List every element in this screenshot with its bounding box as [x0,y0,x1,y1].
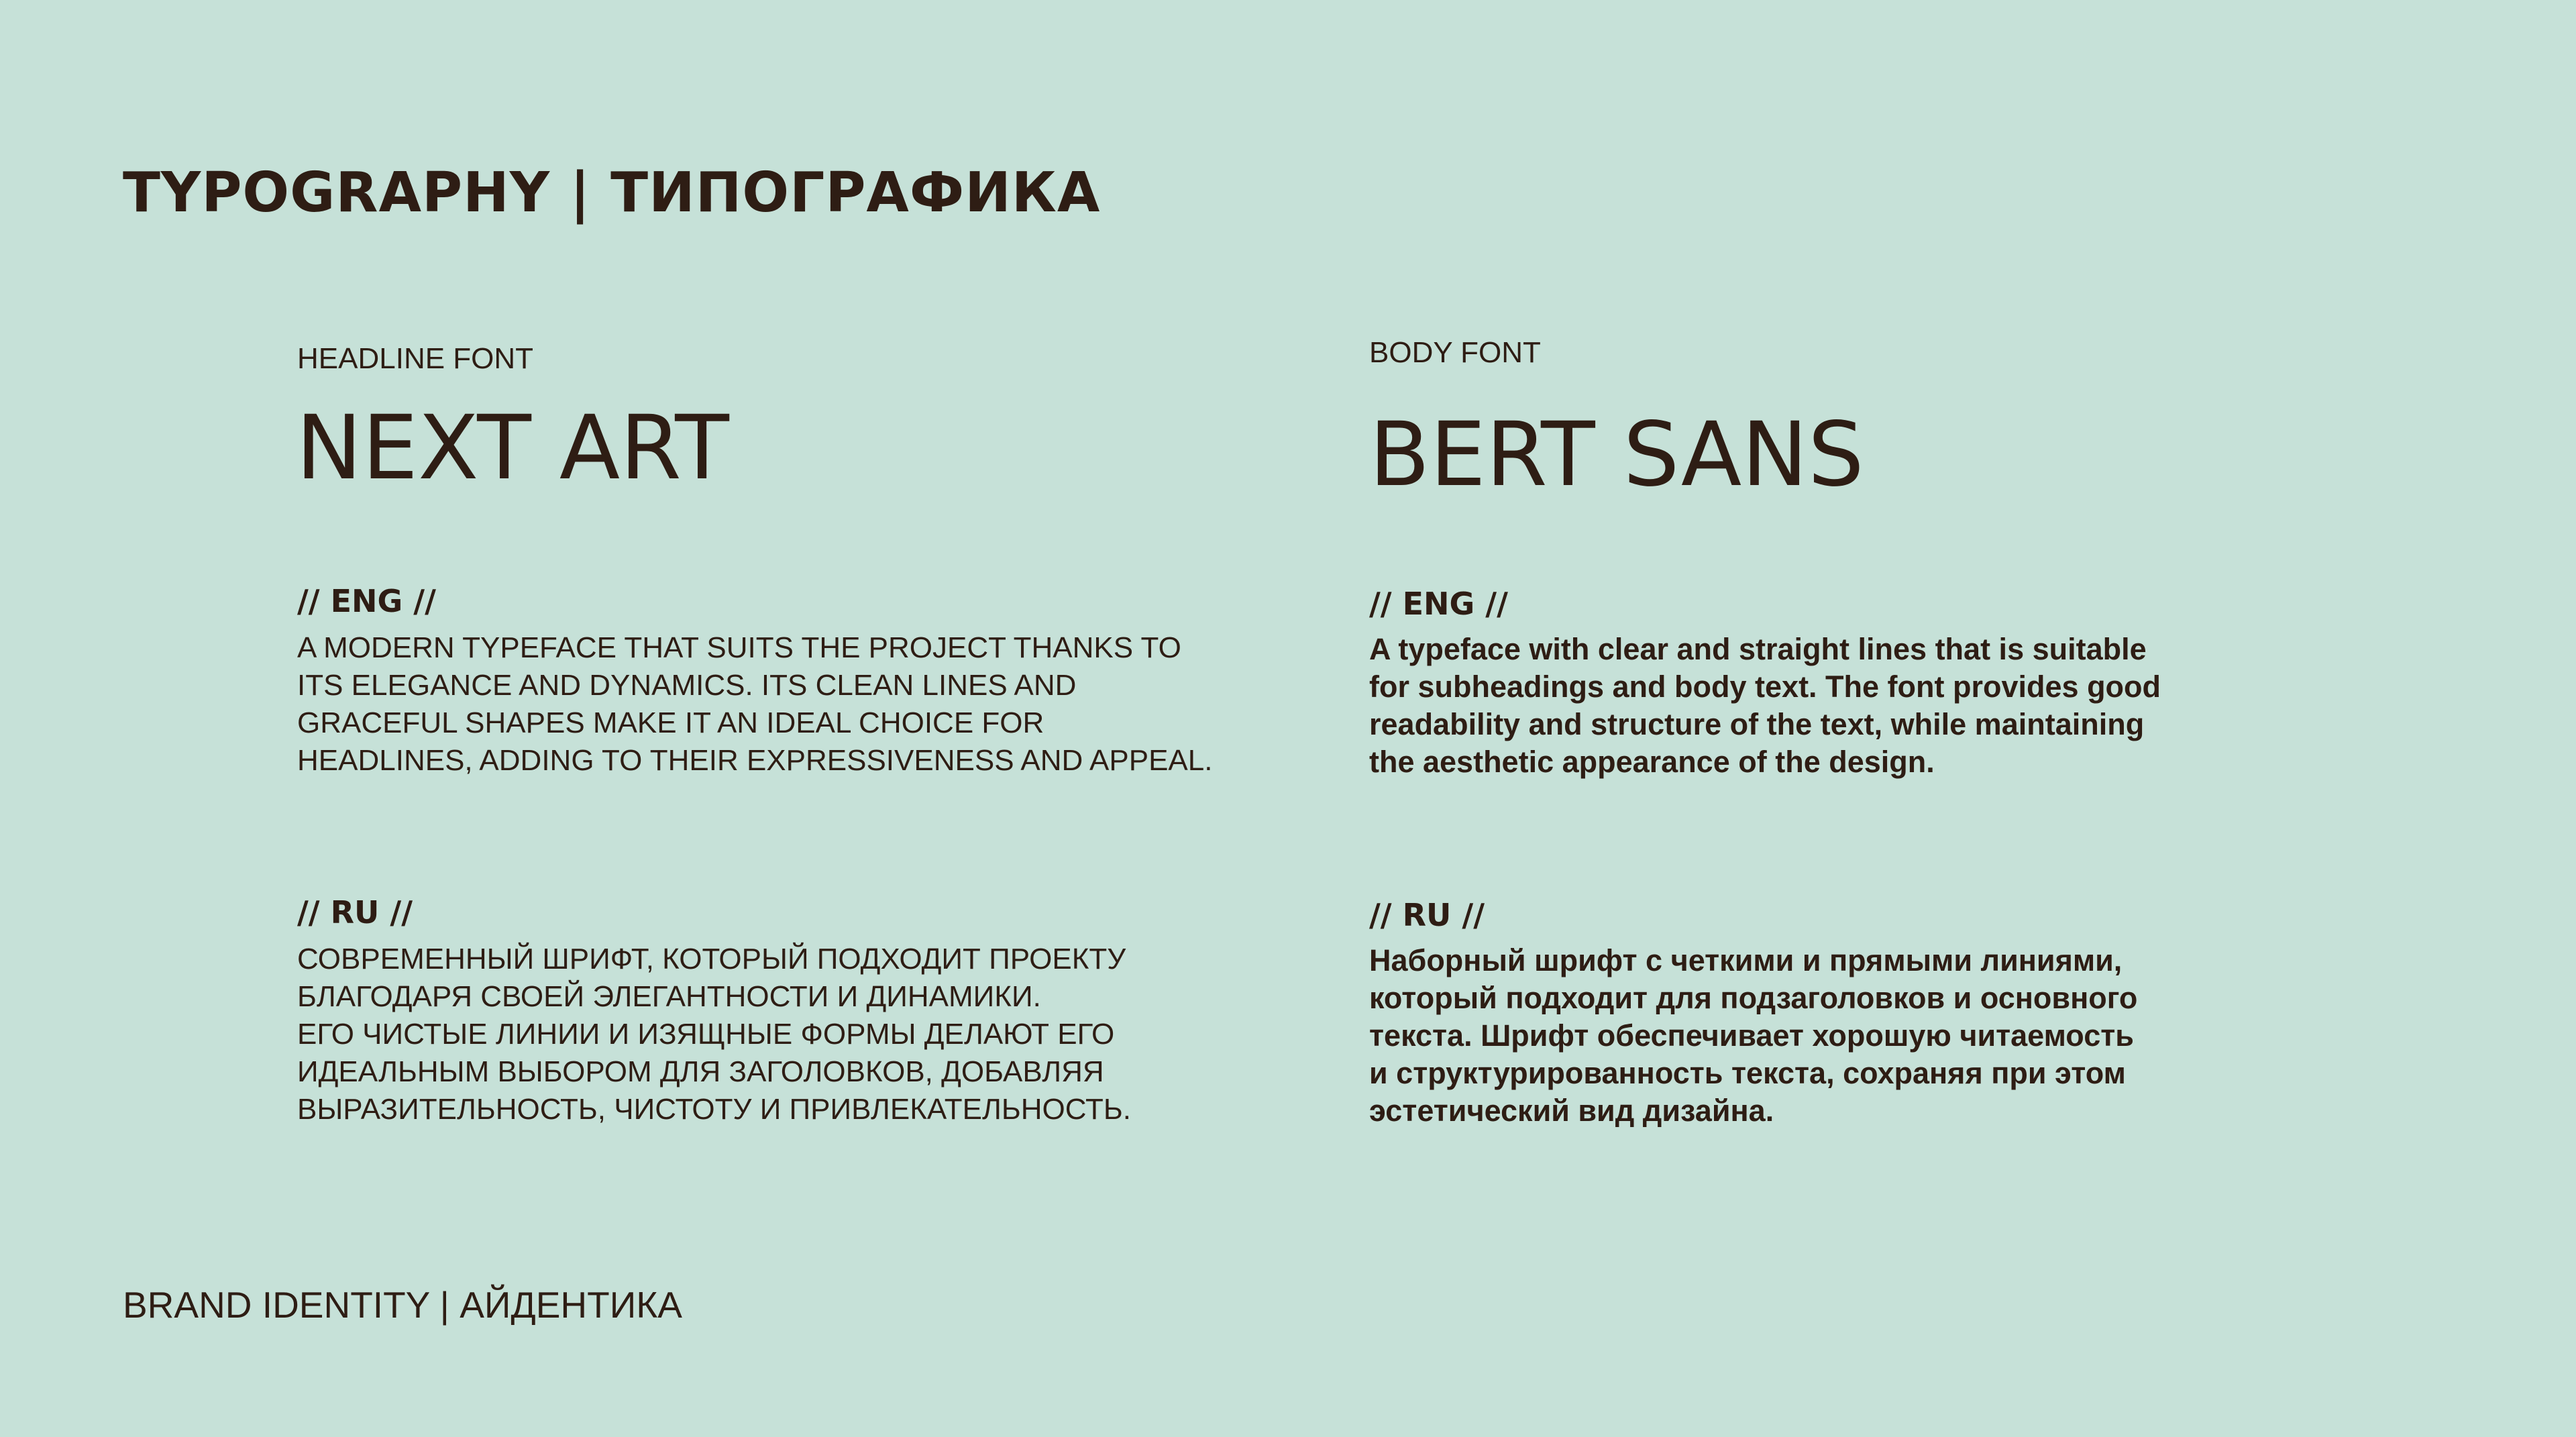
body-eng-description: A typeface with clear and straight lines that is suitable for subheadings and body text. The font provides good readability and structure of the text, while maintaining the aesthetic appearance of the design. [1369,632,2161,779]
headline-ru-description: СОВРЕМЕННЫЙ ШРИФТ, КОТОРЫЙ ПОДХОДИТ ПРОЕКТУ БЛАГОДАРЯ СВОЕЙ ЭЛЕГАНТНОСТИ И ДИНАМИКИ. ЕГО ЧИСТЫЕ ЛИНИИ И ИЗЯЩНЫЕ ФОРМЫ ДЕЛАЮТ ЕГО ИДЕАЛЬНЫМ ВЫБОРОМ ДЛЯ ЗАГОЛОВКОВ, ДОБАВЛЯЯ ВЫРАЗИТЕЛЬНОСТЬ, ЧИСТОТУ И ПРИВЛЕКАТЕЛЬНОСТЬ. [297,943,1132,1126]
body-ru-description: Наборный шрифт с четкими и прямыми линиями, который подходит для подзаголовков и основного текста. Шрифт обеспечивает хорошую читаемость и структурированность текста, сохраняя при этом эстетический вид дизайна. [1369,943,2138,1128]
headline-eng-description: A MODERN TYPEFACE THAT SUITS THE PROJECT THANKS TO ITS ELEGANCE AND DYNAMICS. ITS CLEAN LINES AND GRACEFUL SHAPES MAKE IT AN IDEAL CHOICE FOR HEADLINES, ADDING TO THEIR EXPRESSIVENESS AND APPEAL. [297,631,1213,777]
footer-brand-identity: BRAND IDENTITY | АЙДЕНТИКА [123,1284,682,1326]
body-eng-tag: // ENG // [1369,586,1508,622]
headline-eng-tag: // ENG // [297,583,436,619]
page-title: TYPOGRAPHY | ТИПОГРАФИКА [123,161,1101,225]
headline-font-name: NEXT ART [296,396,729,500]
headline-ru-tag: // RU // [297,894,413,930]
body-ru-tag: // RU // [1369,897,1485,933]
body-font-label: BODY FONT [1369,336,1541,369]
headline-font-label: HEADLINE FONT [297,342,534,375]
body-font-name: BERT SANS [1369,403,1864,507]
